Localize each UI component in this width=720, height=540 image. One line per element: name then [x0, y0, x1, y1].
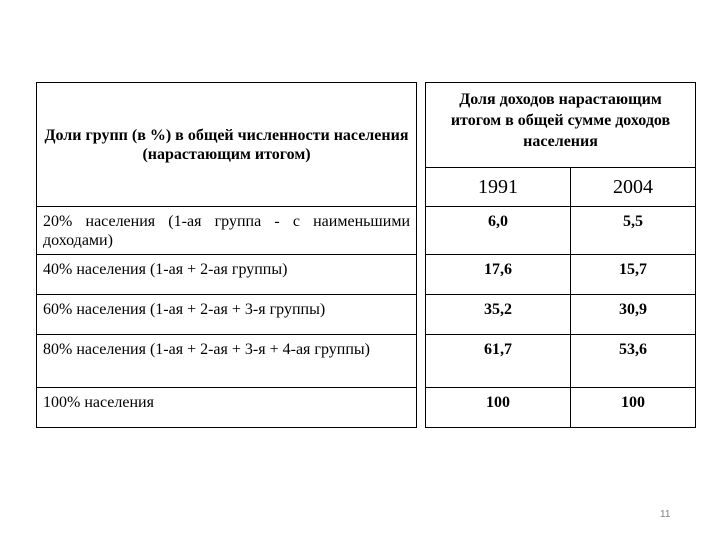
value-2004: 15,7 — [571, 255, 696, 295]
header-income-share: Доля доходов нарастающим итогом в общей сумме доходов населения — [426, 83, 696, 168]
page-number: 11 — [660, 509, 671, 520]
year-1991-header: 1991 — [426, 168, 571, 207]
value-2004: 53,6 — [571, 335, 696, 388]
value-1991: 61,7 — [426, 335, 571, 388]
value-1991: 6,0 — [426, 207, 571, 255]
row-label: 100% населения — [37, 388, 417, 428]
value-2004: 100 — [571, 388, 696, 428]
column-gap — [417, 83, 426, 428]
table-row — [37, 295, 696, 335]
table-row — [37, 388, 696, 428]
table-row — [37, 255, 696, 295]
row-label: 60% населения (1-ая + 2-ая + 3-я группы) — [37, 295, 417, 335]
header-population-share: Доли групп (в %) в общей численности населения (нарастающим итогом) — [37, 83, 417, 207]
row-label: 80% населения (1-ая + 2-ая + 3-я + 4-ая группы) — [37, 335, 417, 388]
value-2004: 5,5 — [571, 207, 696, 255]
table-header-row — [37, 83, 696, 168]
row-label: 20% населения (1-ая группа - с наименьшими доходами) — [37, 207, 417, 255]
table-row — [37, 207, 696, 255]
value-1991: 17,6 — [426, 255, 571, 295]
year-2004-header: 2004 — [571, 168, 696, 207]
income-share-table — [36, 82, 696, 428]
value-1991: 100 — [426, 388, 571, 428]
row-label: 40% населения (1-ая + 2-ая группы) — [37, 255, 417, 295]
table-row — [37, 335, 696, 388]
value-1991: 35,2 — [426, 295, 571, 335]
value-2004: 30,9 — [571, 295, 696, 335]
